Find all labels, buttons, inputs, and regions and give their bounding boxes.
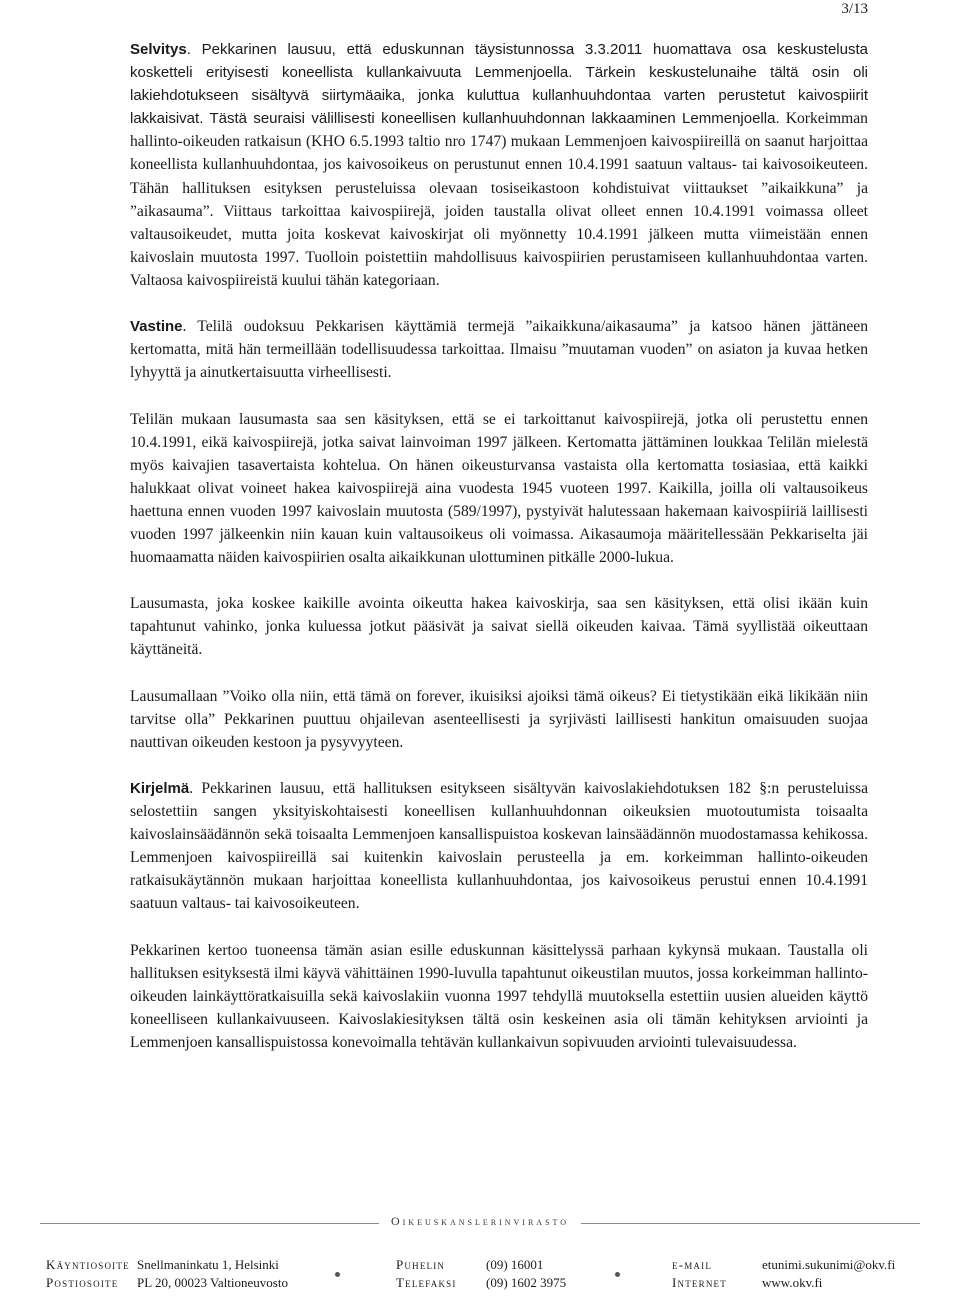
page-number: 3/13 bbox=[841, 1, 868, 17]
paragraph bbox=[130, 685, 868, 754]
fax-value: (09) 1602 3975 bbox=[486, 1275, 567, 1290]
visiting-address-value: Snellmaninkatu 1, Helsinki bbox=[137, 1257, 279, 1272]
paragraph bbox=[130, 939, 868, 1054]
paragraph-label: Vastine bbox=[130, 318, 183, 336]
paragraph-text: Lausumallaan ”Voiko olla niin, että tämä on forever, ikuisiksi ajoiksi tämä oikeus? Ei tietystikään eikä likikään niin tarvitse olla” Pekkarinen puuttuu ohjailevan asenteellisesti ja syrjivästi laillisesti hankitun omaisuuden suojaa nauttivan oikeuden kestoon ja pysyvyyteen. bbox=[130, 687, 868, 751]
internet-value: www.okv.fi bbox=[762, 1275, 823, 1290]
internet-label: Internet bbox=[672, 1275, 727, 1290]
paragraph-text: Pekkarinen kertoo tuoneensa tämän asian esille eduskunnan käsittelyssä parhaan kykynsä mukaan. Taustalla oli hallituksen esityksestä ilmi käyvä vähittäinen 1990-luvulla tapahtunut oikeustilan muutos, jossa korkeimman hallinto-oikeuden lainkäyttöratkaisuilla sekä kaivoslakiin vuonna 1997 tehdyllä muutoksella estettiin uusien alueiden käyttö koneelliseen kullankaivuuseen. Kaivoslakiesityksen tältä osin keskeinen asia oli tämän kehityksen arviointi ja Lemmenjoen kansallispuistossa konevoimalla tehtävän kullankaivun sopivuuden arviointi tulevaisuudessa. bbox=[130, 941, 868, 1052]
fax-label: Telefaksi bbox=[396, 1275, 457, 1290]
paragraph-text: . Pekkarinen lausuu, että hallituksen esitykseen sisältyvän kaivoslakiehdotuksen 182 §:n perusteluissa selostettiin sangen yksityiskohtaisesti koneellisen kullanhuuhdonnan oikeuksien muotoutumista toisaalta kaivoslainsäädännön sekä toisaalta Lemmenjoen kansallispuistoa koskevan lainsäädännön muodostamassa kehikossa. Lemmenjoen kaivospiireillä sai kuitenkin kaivoslain perusteella ja em. korkeimman hallinto-oikeuden ratkaisukäytännön mukaan harjoittaa koneellista kullanhuuhdontaa, jos kaivosoikeus perustui ennen 10.4.1991 saatuun valtaus- tai kaivosoikeuteen. bbox=[130, 780, 868, 913]
paragraph-kirjelma bbox=[130, 777, 868, 916]
email-label: e-mail bbox=[672, 1257, 713, 1272]
paragraph-text: Lausumasta, joka koskee kaikille avointa oikeutta hakea kaivoskirja, saa sen käsityksen, että olisi ikään kuin tapahtunut vahinko, jonka kuluessa jotkut pääsivät ja saivat siellä oikeuden kaivaa. Tämä syyllistää oikeuttaan käyttäneitä. bbox=[130, 595, 868, 659]
paragraph-selvitys bbox=[130, 38, 868, 292]
paragraph-label: Kirjelmä bbox=[130, 780, 190, 797]
paragraph-text: . Telilä oudoksuu Pekkarisen käyttämiä termejä ”aikaikkuna/aikasauma” ja katsoo hänen jättäneen kertomatta, mitä hän termeillään todellisuudessa tarkoittaa. Ilmaisu ”muutaman vuoden” on asiaton ja kuvaa hetken lyhyyttä ja ainutkertaisuutta virheellisesti. bbox=[130, 318, 868, 382]
phone-label: Puhelin bbox=[396, 1257, 446, 1272]
document-body bbox=[130, 38, 868, 1077]
paragraph-text: Korkeimman hallinto-oikeuden ratkaisun (KHO 6.5.1993 taltio nro 1747) mukaan Lemmenjoen kaivospiireillä on saanut harjoittaa koneellista kullanhuuhdontaa, jos kaivosoikeus on perustunut ennen 10.4.1991 saatuun valtaus- tai kaivosoikeuteen. Tähän hallituksen esityksen perusteluissa olevaan tosiseikastoon kohdistuivat viittaukset ”aikaikkuna” ja ”aikasauma”. Viittaus tarkoittaa kaivospiirejä, joiden taustalla olivat olleet ennen 10.4.1991 voimassa olleet valtausoikeudet, mutta joita koskevat kaivoskirjat oli myönnetty 10.4.1991 jälkeen mutta viimeistään ennen kaivoslain muutosta 1997. Tuolloin poistettiin mahdollisuus kaivospiirien perustamiseen kullanhuuhdontaa varten. Valtaosa kaivospiireistä kuului tähän kategoriaan. bbox=[130, 110, 868, 289]
paragraph-label: Selvitys bbox=[130, 41, 187, 58]
separator-dot-icon bbox=[615, 1272, 620, 1277]
footer-contact bbox=[0, 1256, 960, 1296]
paragraph-lead-text: . Pekkarinen lausuu, että eduskunnan täysistunnossa 3.3.2011 huomattava osa keskustelusta kosketteli erityisesti koneellista kullankaivuuta Lemmenjoella. Tärkein keskustelunaihe tältä osin oli lakiehdotukseen sisältyvä siirtymäaika, jonka kuluttua kullanhuuhdontaa varten perustetut kaivospiirit lakkaisivat. Tästä seuraisi välillisesti koneellisen kullanhuuhdonnan lakkaaminen Lemmenjoella. bbox=[130, 41, 868, 128]
postal-address-value: PL 20, 00023 Valtioneuvosto bbox=[137, 1275, 288, 1290]
paragraph-vastine bbox=[130, 315, 868, 384]
separator-dot-icon bbox=[335, 1272, 340, 1277]
visiting-address-label: Käyntiosoite bbox=[46, 1257, 130, 1272]
postal-address-label: Postiosoite bbox=[46, 1275, 119, 1290]
paragraph-text: Telilän mukaan lausumasta saa sen käsityksen, että se ei tarkoittanut kaivospiirejä, jotka oli perustettu ennen 10.4.1991, eikä kaivospiirejä, jotka saivat lainvoiman 1997 jälkeen. Kertomatta jättäminen loukkaa Telilän mielestä myös kaivajien tasavertaista kohtelua. On hänen oikeusturvansa vastaista olla kertomatta tosiasiaa, että kaikki halukkaat olivat voineet hakea kaivospiirejä aina vuodesta 1945 vuoteen 1997. Kaikilla, joilla oli valtausoikeus haettuna ennen vuoden 1997 kaivoslain muutosta (589/1997), pystyivät halutessaan hakemaan kaivospiiriä laillisesti vuoden 1997 jälkeenkin niin kauan kuin valtausoikeus oli voimassa. Aikasaumoja määritellessään Pekkariselta jäi huomaamatta näiden kaivospiirien osalta aikaikkunan ulottuminen pitkälle 2000-lukua. bbox=[130, 410, 868, 567]
paragraph bbox=[130, 408, 868, 570]
footer-organization: Oikeuskanslerinvirasto bbox=[379, 1214, 581, 1229]
paragraph bbox=[130, 592, 868, 661]
email-value: etunimi.sukunimi@okv.fi bbox=[762, 1257, 896, 1272]
phone-value: (09) 16001 bbox=[486, 1257, 544, 1272]
